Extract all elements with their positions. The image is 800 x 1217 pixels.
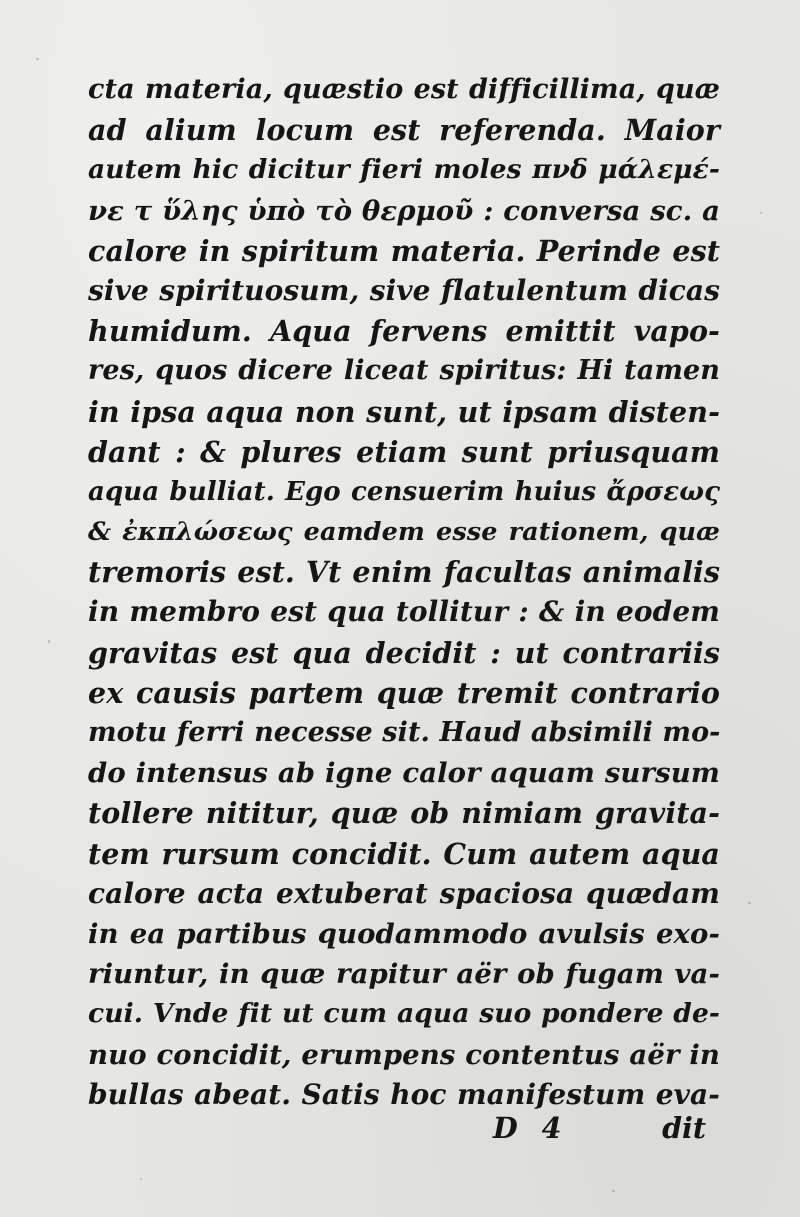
text-line: ex causis partem quæ tremit contrario [88, 675, 720, 710]
text-line: tollere nititur, quæ ob nimiam gravita- [88, 796, 720, 831]
text-line: tremoris est. Vt enim facultas animalis [88, 555, 720, 590]
text-line: tem rursum concidit. Cum autem aqua [88, 836, 720, 871]
text-line: gravitas est qua decidit : ut contrariis [88, 635, 720, 670]
text-line: autem hic dicitur fieri moles πνδ μάλεμέ- [88, 154, 720, 186]
text-line: cta materia, quæstio est difficillima, quæ [88, 74, 720, 105]
paper-speck [36, 58, 39, 60]
text-line: in ea partibus quodammodo avulsis exo- [88, 917, 720, 950]
paper-speck [748, 902, 751, 904]
text-line: nuo concidit, erumpens contentus aër in [88, 1038, 720, 1071]
text-line: aqua bulliat. Ego censuerim huius ἄρσεως [88, 476, 720, 507]
text-line: sive spirituosum, sive flatulentum dicas [88, 273, 720, 307]
text-line: humidum. Aqua fervens emittit vapo- [88, 314, 720, 349]
paper-speck [140, 1178, 142, 1180]
body-text [88, 70, 720, 1115]
text-line: ad alium locum est referenda. Maior [88, 113, 720, 148]
paper-speck [48, 640, 50, 643]
text-line: & ἐκπλώσεως eamdem esse rationem, quæ [88, 517, 720, 548]
text-line: calore in spiritum materia. Perinde est [88, 233, 720, 268]
text-line: νε τ ὕλης ὑπὸ τὸ θερμοῦ : conversa sc. a [88, 194, 720, 227]
text-line: bullas abeat. Satis hoc manifestum eva- [88, 1077, 720, 1111]
page-footer [88, 1108, 720, 1148]
paper-speck [760, 212, 762, 214]
text-line: calore acta extuberat spaciosa quædam [88, 876, 720, 910]
text-line: in ipsa aqua non sunt, ut ipsam disten- [88, 394, 720, 429]
text-line: cui. Vnde fit ut cum aqua suo pondere de- [88, 998, 720, 1030]
catchword: dit [662, 1111, 706, 1145]
text-line: motu ferri necesse sit. Haud absimili mo- [88, 717, 721, 748]
text-line: do intensus ab igne calor aquam sursum [88, 757, 720, 790]
text-line: in membro est qua tollitur : & in eodem [88, 595, 720, 629]
signature-mark: D 4 [493, 1111, 562, 1145]
paper-speck [612, 1190, 615, 1192]
text-line: riuntur, in quæ rapitur aër ob fugam va- [88, 958, 720, 991]
text-line: res, quos dicere liceat spiritus: Hi tamen [88, 355, 720, 387]
text-line: dant : & plures etiam sunt priusquam [88, 434, 720, 469]
